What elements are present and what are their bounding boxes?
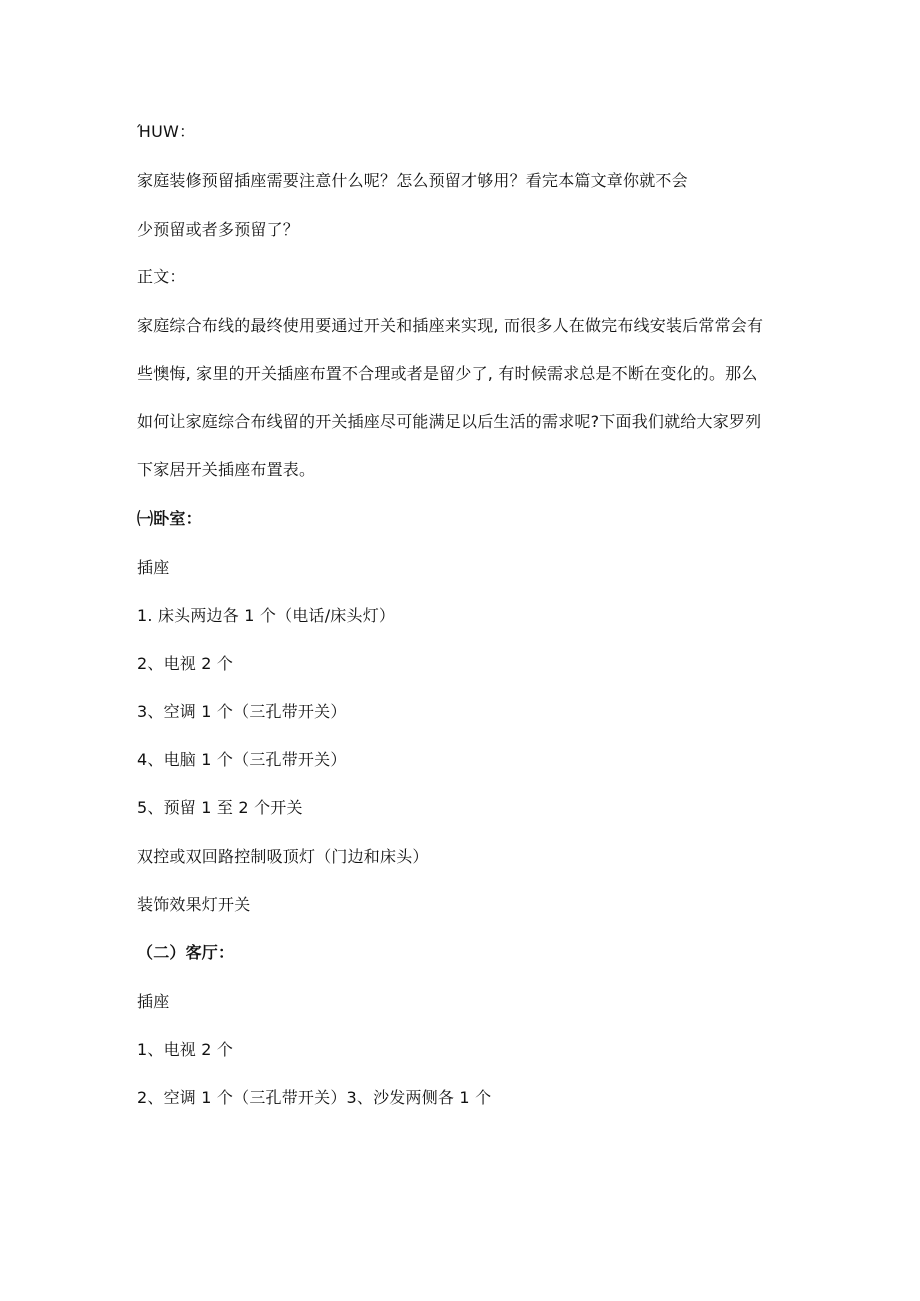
bedroom-item-3: 3、空调 1 个（三孔带开关） <box>137 702 347 721</box>
living-room-heading: （二）客厅： <box>137 943 235 962</box>
intro-line-1: 家庭综合布线的最终使用要通过开关和插座来实现, 而很多人在做完布线安装后常常会有 <box>137 316 764 335</box>
bedroom-note-2: 装饰效果灯开关 <box>137 895 251 914</box>
bedroom-item-2: 2、电视 2 个 <box>137 654 234 673</box>
living-room-sub-heading: 插座 <box>137 992 170 1011</box>
header-label: ΉUW： <box>137 122 196 141</box>
bedroom-sub-heading: 插座 <box>137 558 170 577</box>
bedroom-heading: ㈠卧室： <box>137 509 202 528</box>
intro-line-4: 下家居开关插座布置表。 <box>137 460 316 479</box>
intro-line-2: 些懊悔, 家里的开关插座布置不合理或者是留少了, 有时候需求总是不断在变化的。那么 <box>137 364 758 383</box>
intro-line-3: 如何让家庭综合布线留的开关插座尽可能满足以后生活的需求呢?下面我们就给大家罗列 <box>137 412 762 431</box>
living-room-item-1: 1、电视 2 个 <box>137 1040 234 1059</box>
summary-line-1: 家庭装修预留插座需要注意什么呢？怎么预留才够用？看完本篇文章你就不会 <box>137 171 688 190</box>
bedroom-item-5: 5、预留 1 至 2 个开关 <box>137 798 303 817</box>
living-room-item-2: 2、空调 1 个（三孔带开关）3、沙发两侧各 1 个 <box>137 1088 492 1107</box>
summary-line-2: 少预留或者多预留了？ <box>137 220 300 239</box>
bedroom-note-1: 双控或双回路控制吸顶灯（门边和床头） <box>137 847 429 866</box>
bedroom-item-4: 4、电脑 1 个（三孔带开关） <box>137 750 347 769</box>
bedroom-item-1: 1. 床头两边各 1 个（电话/床头灯） <box>137 606 396 625</box>
body-label: 正文： <box>137 267 186 286</box>
